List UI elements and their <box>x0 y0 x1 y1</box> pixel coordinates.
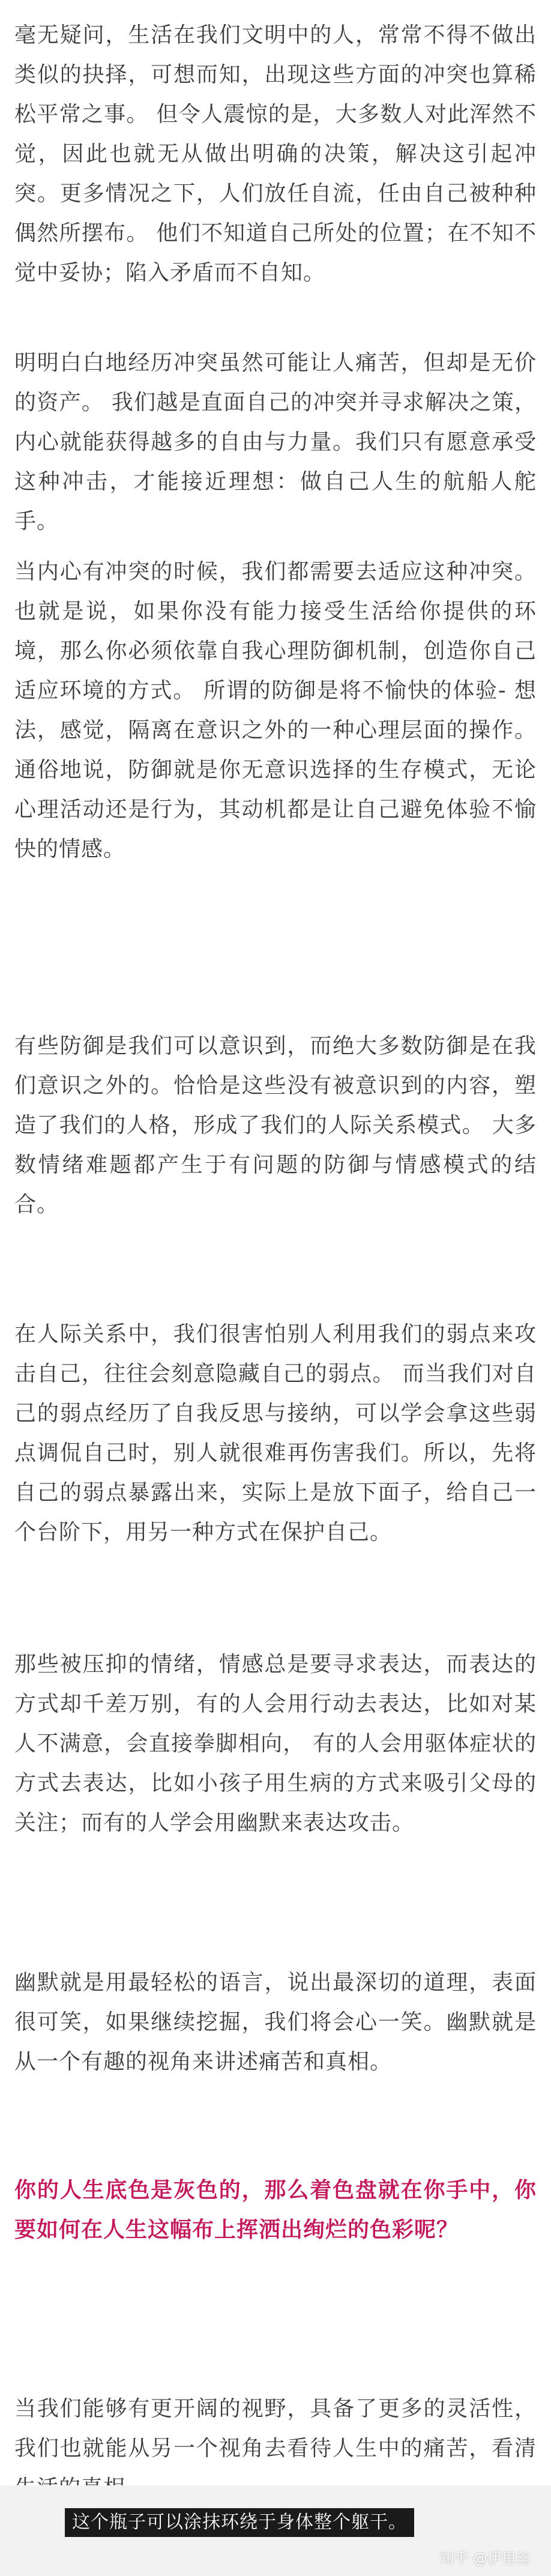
paragraph: 有些防御是我们可以意识到，而绝大多数防御是在我们意识之外的。恰恰是这些没有被意识到的内容，塑造了我们的人格，形成了我们的人际关系模式。 大多数情绪难题都产生于有问题的防御与情感模式的结合。 <box>14 1034 537 1217</box>
paragraph: 那些被压抑的情绪，情感总是要寻求表达，而表达的方式却千差万别，有的人会用行动去表达，比如对某人不满意，会直接拳脚相向， 有的人会用驱体症状的方式去表达，比如小孩子用生病的方式来吸引父母的关注；而有的人学会用幽默来表达攻击。 <box>14 1652 537 1835</box>
paragraph: 毫无疑问，生活在我们文明中的人，常常不得不做出类似的抉择，可想而知，出现这些方面的冲突也算稀松平常之事。 但令人震惊的是，大多数人对此浑然不觉，因此也就无从做出明确的决策，解决这引起冲突。更多情况之下，人们放任自流，任由自己被种种偶然所摆布。 他们不知道自己所处的位置；在不知不觉中妥协；陷入矛盾而不自知。 <box>14 23 537 285</box>
image-caption: 这个瓶子可以涂抹环绕于身体整个躯干。 <box>65 2508 414 2537</box>
paragraph: 当我们能够有更开阔的视野，具备了更多的灵活性，我们也就能从另一个视角去看待人生中的痛苦，看清 <box>14 2397 537 2461</box>
paragraph: 幽默就是用最轻松的语言，说出最深切的道理，表面很可笑，如果继续挖掘，我们将会心一笑。幽默就是从一个有趣的视角来讲述痛苦和真相。 <box>14 1970 537 2074</box>
highlight-paragraph: 你的人生底色是灰色的，那么着色盘就在你手中，你要如何在人生这幅布上挥洒出绚烂的色彩呢？ <box>14 2178 537 2242</box>
paragraph: 当内心有冲突的时候，我们都需要去适应这种冲突。 也就是说，如果你没有能力接受生活给你提供的环境，那么你必须依靠自我心理防御机制，创造你自己适应环境的方式。 所谓的防御是将不愉快的体验- 想法，感觉，隔离在意识之外的一种心理层面的操作。 通俗地说，防御就是你无意识选择的生存模式，无论心理活动还是行为，其动机都是让自己避免体验不愉快的情感。 <box>14 560 537 861</box>
watermark: 知乎 @伊里丝 <box>439 2550 531 2567</box>
paragraph: 明明白白地经历冲突虽然可能让人痛苦，但却是无价的资产。 我们越是直面自己的冲突并寻求解决之策，内心就能获得越多的自由与力量。我们只有愿意承受这种冲击，才能接近理想：做自己人生的航船人舵手。 <box>14 351 537 534</box>
paragraph: 在人际关系中，我们很害怕别人利用我们的弱点来攻击自己，往往会刻意隐藏自己的弱点。 而当我们对自己的弱点经历了自我反思与接纳，可以学会拿这些弱点调侃自己时，别人就很难再伤害我们。所以，先将自己的弱点暴露出来，实际上是放下面子，给自己一个台阶下，用另一种方式在保护自己。 <box>14 1322 537 1545</box>
image-strip <box>0 2485 551 2576</box>
